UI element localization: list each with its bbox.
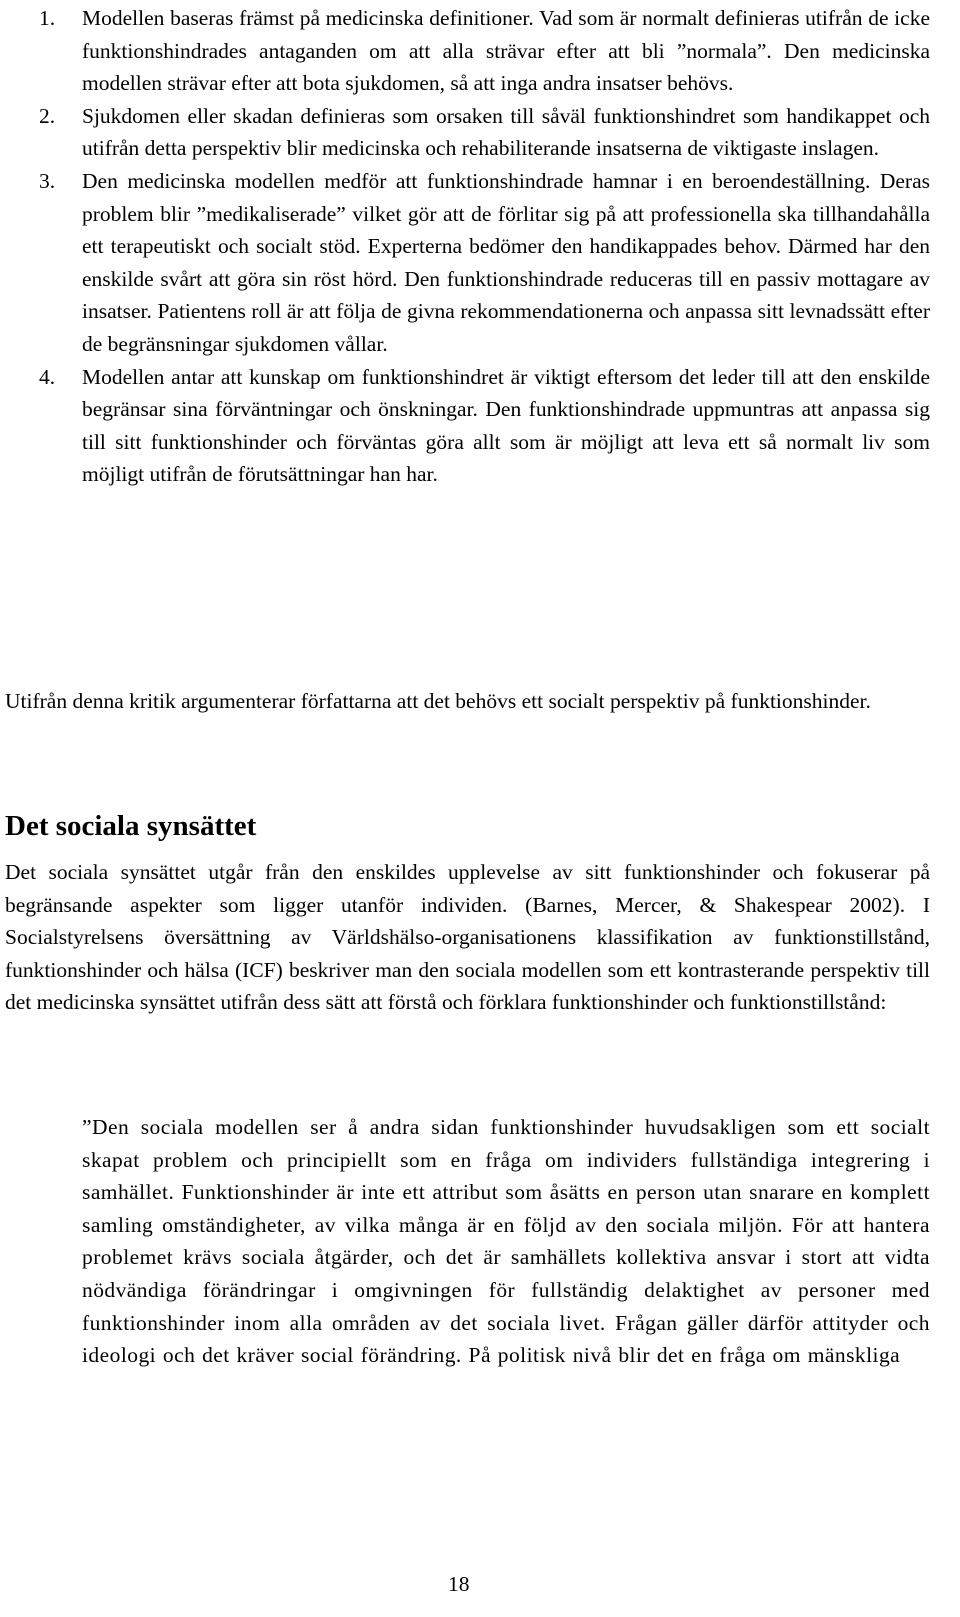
list-item-text: Den medicinska modellen medför att funktionshindrade hamnar i en beroendeställning. Deras problem blir ”medikaliserade” vilket gör att de förlitar sig på att professionella ska tillhandahålla ett terapeutiskt och socialt stöd. Experterna bedömer den handikappades behov. Därmed har den enskilde svårt att göra sin röst hörd. Den funktionshindrade reduceras till en passiv mottagare av insatser. Patientens roll är att följa de givna rekommendationerna och anpassa sitt levnadssätt efter de begränsningar sjukdomen vållar.	[82, 168, 930, 356]
section-paragraph: Det sociala synsättet utgår från den enskildes upplevelse av sitt funktionshinder och fokuserar på begränsande aspekter som ligger utanför individen. (Barnes, Mercer, & Shakespear 2002). I Socialstyrelsens översättning av Världshälso-organisationens klassifikation av funktionstillstånd, funktionshinder och hälsa (ICF) beskriver man den sociala modellen som ett kontrasterande perspektiv till det medicinska synsättet utifrån dess sätt att förstå och förklara funktionshinder och funktionstillstånd:	[5, 860, 930, 1015]
list-item	[5, 2, 930, 100]
conclusion-paragraph: Utifrån denna kritik argumenterar författarna att det behövs ett socialt perspektiv på funktionshinder.	[5, 689, 871, 713]
list-item-text: Modellen antar att kunskap om funktionshindret är viktigt eftersom det leder till att den enskilde begränsar sina förväntningar och önskningar. Den funktionshindrade uppmuntras att anpassa sig till sitt funktionshinder och förväntas göra allt som är möjligt att leva ett så normalt liv som möjligt utifrån de förutsättningar han har.	[82, 364, 930, 487]
list-item-number: 2.	[39, 103, 56, 128]
list-item	[5, 100, 930, 165]
block-quote: ”Den sociala modellen ser å andra sidan funktionshinder huvudsakligen som ett socialt skapat problem och principiellt som en fråga om individers fullständiga integrering i samhället. Funktionshinder är inte ett attribut som åsätts en person utan snarare en komplett samling omständigheter, av vilka många är en följd av den sociala miljön. För att hantera problemet krävs sociala åtgärder, och det är samhällets kollektiva ansvar i stort att vidta nödvändiga förändringar i omgivningen för fullständig delaktighet av personer med funktionshinder inom alla områden av det sociala livet. Frågan gäller därför attityder och ideologi och det kräver social förändring. På politisk nivå blir det en fråga om mänskliga	[82, 1115, 930, 1368]
list-item-number: 3.	[39, 168, 56, 193]
section-heading: Det sociala synsättet	[5, 810, 257, 842]
list-item-number: 1.	[39, 6, 56, 30]
list-item-number: 4.	[39, 364, 56, 389]
list-item	[5, 361, 930, 491]
list-item	[5, 165, 930, 361]
page-number: 18	[448, 1572, 470, 1596]
list-item-text: Sjukdomen eller skadan definieras som orsaken till såväl funktionshindret som handikappet och utifrån detta perspektiv blir medicinska och rehabiliterande insatserna de viktigaste inslagen.	[82, 103, 930, 161]
numbered-list	[5, 2, 930, 491]
list-item-text: Modellen baseras främst på medicinska definitioner. Vad som är normalt definieras utifrån de icke funktionshindrades antaganden om att alla strävar efter att bli ”normala”. Den medicinska modellen strävar efter att bota sjukdomen, så att inga andra insatser behövs.	[82, 6, 930, 96]
